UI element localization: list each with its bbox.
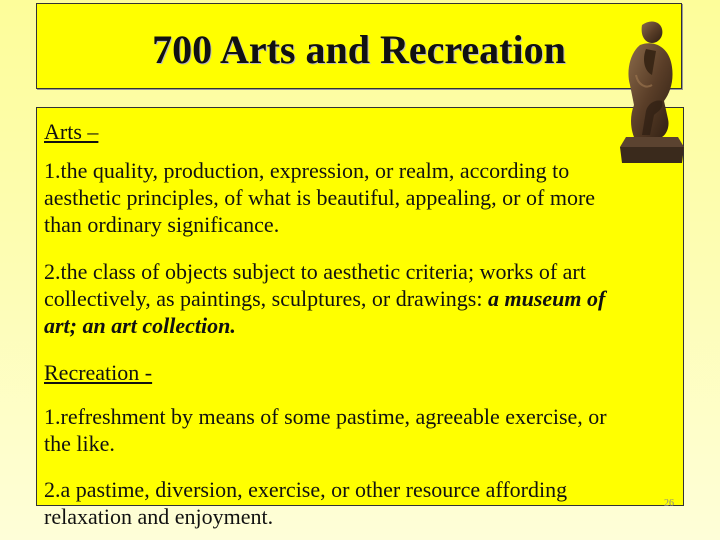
thinker-statue-icon: [612, 15, 692, 165]
arts-definition-2-text: collectively, as paintings, sculptures, or drawings:: [44, 286, 488, 311]
recreation-definition-1-line-2: the like.: [44, 431, 115, 456]
recreation-definition-2-line-1: 2.a pastime, diversion, exercise, or other resource affording: [44, 477, 568, 502]
slide-title: 700 Arts and Recreation: [152, 27, 566, 72]
arts-definition-2-example: a museum of: [487, 286, 606, 311]
arts-definition-2-line-2: [44, 285, 605, 312]
title-box: [36, 3, 682, 89]
recreation-definition-2-line-2: relaxation and enjoyment.: [44, 504, 274, 529]
recreation-heading: Recreation -: [44, 360, 153, 385]
arts-definition-2-line-3: art; an art collection.: [44, 313, 236, 338]
content-box: [36, 107, 684, 529]
arts-definition-1-line-2: aesthetic principles, of what is beautiful, appealing, or of more: [44, 185, 596, 210]
arts-definition-1-line-3: than ordinary significance.: [44, 212, 280, 237]
recreation-definition-1-line-1: 1.refreshment by means of some pastime, agreeable exercise, or: [44, 404, 607, 429]
arts-definition-1-line-1: 1.the quality, production, expression, or realm, according to: [44, 158, 570, 183]
arts-definition-2-line-1: 2.the class of objects subject to aesthetic criteria; works of art: [44, 259, 586, 284]
slide-number: 26: [664, 498, 674, 509]
arts-heading: Arts –: [44, 119, 99, 144]
